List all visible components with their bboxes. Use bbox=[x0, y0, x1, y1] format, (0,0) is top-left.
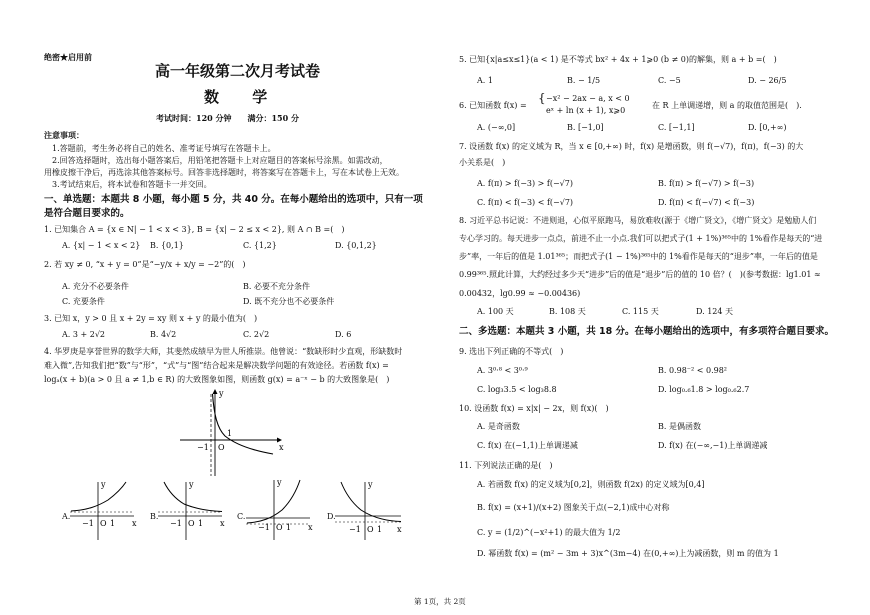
q6-case-2: eˣ + ln (x + 1), x⩾0 bbox=[546, 106, 626, 115]
q3-option-d: D. 6 bbox=[335, 330, 352, 339]
svg-text:−1: −1 bbox=[170, 519, 182, 528]
svg-text:y: y bbox=[101, 480, 106, 489]
q4-option-c-graph bbox=[244, 478, 314, 542]
q3-stem: 3. 已知 x，y > 0 且 x + 2y = xy 则 x + y 的最小值为( ) bbox=[44, 314, 258, 323]
q9-stem: 9. 选出下列正确的不等式( ) bbox=[459, 347, 564, 356]
exam-title: 高一年级第二次月考试卷 bbox=[155, 62, 321, 80]
exam-info: 考试时间：120 分钟 满分：150 分 bbox=[156, 113, 299, 123]
axis-x-label: x bbox=[279, 443, 284, 452]
svg-text:1: 1 bbox=[198, 519, 204, 528]
q5-option-b: B. − 1/5 bbox=[567, 76, 601, 85]
origin-label: O bbox=[218, 443, 225, 452]
section2-heading: 二、多选题：本题共 3 小题，共 18 分。在每小题给出的选项中，有多项符合题目要求。 bbox=[459, 326, 835, 337]
q11-option-d: D. 幂函数 f(x) = (m² − 3m + 3)x^(3m−4) 在(0,+∞)上为减函数，则 m 的值为 1 bbox=[477, 549, 779, 558]
q2-option-b: B. 必要不充分条件 bbox=[243, 282, 310, 291]
svg-text:1: 1 bbox=[377, 525, 383, 534]
svg-text:O: O bbox=[100, 519, 107, 528]
notice-item-2-cont: 用橡皮擦干净后，再选涂其他答案标号。回答非选择题时，将答案写在答题卡上，写在本试卷上无效。 bbox=[44, 168, 404, 177]
q9-option-a: A. 3⁰·⁸ < 3⁰·⁹ bbox=[477, 366, 528, 375]
q2-stem: 2. 若 xy ≠ 0, “x + y = 0”是“−y/x + x/y = −2”的( ) bbox=[44, 260, 246, 269]
q4-option-b-label: B. bbox=[150, 512, 159, 521]
section1-heading-cont: 是符合题目要求的。 bbox=[44, 208, 130, 219]
section1-heading: 一、单选题：本题共 8 小题，每小题 5 分，共 40 分。在每小题给出的选项中，只有一项 bbox=[44, 194, 423, 205]
q7-option-d: D. f(π) < f(−√7) < f(−3) bbox=[658, 198, 755, 207]
y-axis-arrow bbox=[213, 389, 218, 394]
q7-line-2: 小关系是( ) bbox=[459, 158, 506, 167]
q4-line-2: 难入微”,告知我们把“数”与“形”，“式”与“图”结合起来是解决数学问题的有效途径。若函数 f(x) = bbox=[44, 361, 389, 370]
secret-label: 绝密★启用前 bbox=[44, 52, 92, 62]
svg-text:x: x bbox=[220, 519, 225, 528]
svg-text:y: y bbox=[368, 480, 373, 489]
q8-line-4: 0.99³⁶⁵.照此计算，大约经过多少天“进步”后的值是“退步”后的值的 10 倍？( )(参考数据：lg1.01 ≈ bbox=[459, 270, 821, 279]
q6-stem-pre: 6. 已知函数 f(x) = bbox=[459, 101, 527, 110]
q11-option-a: A. 若函数 f(x) 的定义域为[0,2]，则函数 f(2x) 的定义域为[0,4] bbox=[477, 480, 705, 489]
svg-text:−1: −1 bbox=[258, 523, 270, 532]
x-axis-arrow bbox=[277, 438, 282, 443]
page-footer: 第 1页，共 2页 bbox=[414, 597, 466, 606]
q3-option-c: C. 2√2 bbox=[243, 330, 270, 339]
q8-option-b: B. 108 天 bbox=[549, 307, 586, 316]
q3-option-a: A. 3 + 2√2 bbox=[62, 330, 106, 339]
q4-line-3: logₐ(x + b)(a > 0 且 a ≠ 1,b ∈ R) 的大致图象如图，则函数 g(x) = a⁻ˣ − b 的大致图象是( ) bbox=[44, 375, 390, 384]
q5-stem: 5. 已知{x|a≤x≤1}(a < 1) 是不等式 bx² + 4x + 1⩾0 (b ≠ 0)的解集，则 a + b =( ) bbox=[459, 55, 777, 64]
svg-text:O: O bbox=[276, 523, 283, 532]
svg-text:−1: −1 bbox=[349, 525, 361, 534]
q4-option-b-graph bbox=[156, 480, 226, 542]
q3-option-b: B. 4√2 bbox=[150, 330, 177, 339]
svg-text:y: y bbox=[277, 478, 282, 487]
q7-line-1: 7. 设函数 f(x) 的定义域为 R，当 x ∈ [0,+∞) 时，f(x) 是增函数，则 f(−√7)，f(π)，f(−3) 的大 bbox=[459, 142, 804, 151]
svg-text:x: x bbox=[132, 519, 137, 528]
q10-option-c: C. f(x) 在(−1,1)上单调递减 bbox=[477, 441, 578, 450]
q8-line-1: 8. 习近平总书记说：不进则退，心似平原跑马，易放难收(源于《增广贤文》，《增广贤文》是勉励人们 bbox=[459, 216, 817, 225]
q9-option-b: B. 0.98⁻² < 0.98² bbox=[658, 366, 728, 375]
q2-option-d: D. 既不充分也不必要条件 bbox=[243, 297, 335, 306]
notice-item-1: 1.答题前，考生务必将自己的姓名、准考证号填写在答题卡上。 bbox=[52, 144, 276, 153]
q8-option-c: C. 115 天 bbox=[622, 307, 659, 316]
q1-stem: 1. 已知集合 A = {x ∈ N| − 1 < x < 3}, B = {x| − 2 ≤ x < 2}, 则 A ∩ B =( ) bbox=[44, 225, 345, 234]
notice-item-2: 2.回答选择题时，选出每小题答案后，用铅笔把答题卡上对应题目的答案标号涂黑。如需改动， bbox=[52, 156, 388, 165]
q1-option-d: D. {0,1,2} bbox=[335, 241, 377, 250]
q5-option-d: D. − 26/5 bbox=[748, 76, 787, 85]
q8-line-2: 专心学习的。每天进步一点点，前进不止一小点.我们可以把式子(1 + 1%)³⁶⁵中的 1%看作是每天的“进 bbox=[459, 234, 823, 243]
svg-text:−1: −1 bbox=[82, 519, 94, 528]
q11-stem: 11. 下列说法正确的是( ) bbox=[459, 461, 553, 470]
q5-option-c: C. −5 bbox=[658, 76, 681, 85]
q6-case-1: −x² − 2ax − a, x < 0 bbox=[546, 94, 630, 103]
q6-option-d: D. [0,+∞) bbox=[748, 123, 787, 132]
q8-option-d: D. 124 天 bbox=[696, 307, 734, 316]
notice-item-3: 3.考试结束后，将本试卷和答题卡一并交回。 bbox=[52, 180, 212, 189]
subject-title: 数 学 bbox=[204, 88, 282, 106]
q2-option-a: A. 充分不必要条件 bbox=[62, 282, 129, 291]
tick-1: 1 bbox=[227, 429, 233, 438]
q6-option-c: C. [−1,1] bbox=[658, 123, 695, 132]
svg-text:x: x bbox=[308, 523, 313, 532]
q6-brace: { bbox=[538, 91, 546, 105]
q1-option-c: C. {1,2} bbox=[243, 241, 277, 250]
q7-option-a: A. f(π) > f(−3) > f(−√7) bbox=[477, 179, 573, 188]
notice-heading: 注意事项： bbox=[44, 130, 84, 140]
q4-line-1: 4. 华罗庚是享誉世界的数学大师，其斐然成绩早为世人所推崇。他曾说：“数缺形时少直观，形缺数时 bbox=[44, 347, 403, 356]
q4-option-d-label: D. bbox=[327, 512, 336, 521]
q8-line-3: 步”率，一年后的值是 1.01³⁶⁵；而把式子(1 − 1%)³⁶⁵中的 1%看作是每天的“退步”率，一年后的值是 bbox=[459, 252, 818, 261]
svg-text:1: 1 bbox=[110, 519, 116, 528]
q4-option-a-graph bbox=[68, 480, 138, 542]
q4-option-a-label: A. bbox=[62, 512, 71, 521]
q4-option-c-label: C. bbox=[237, 512, 246, 521]
q11-option-b: B. f(x) = (x+1)/(x+2) 图象关于点(−2,1)成中心对称 bbox=[477, 503, 670, 512]
q10-stem: 10. 设函数 f(x) = x|x| − 2x，则 f(x)( ) bbox=[459, 404, 609, 413]
q7-option-b: B. f(π) > f(−√7) > f(−3) bbox=[658, 179, 755, 188]
svg-text:O: O bbox=[367, 525, 374, 534]
q9-option-c: C. log₃3.5 < log₃8.8 bbox=[477, 385, 557, 394]
q10-option-d: D. f(x) 在(−∞,−1)上单调递减 bbox=[658, 441, 768, 450]
svg-text:O: O bbox=[188, 519, 195, 528]
svg-text:x: x bbox=[397, 525, 402, 534]
q9-option-d: D. log₀.₆1.8 > log₀.₆2.7 bbox=[658, 385, 750, 394]
q6-option-b: B. [−1,0] bbox=[567, 123, 604, 132]
q8-line-5: 0.00432，lg0.99 ≈ −0.00436) bbox=[459, 289, 581, 298]
q10-option-a: A. 是奇函数 bbox=[477, 422, 520, 431]
q1-option-b: B. {0,1} bbox=[150, 241, 184, 250]
tick-neg1: −1 bbox=[197, 443, 209, 452]
q1-option-a: A. {x| − 1 < x < 2} bbox=[62, 241, 141, 250]
svg-text:1: 1 bbox=[286, 523, 292, 532]
svg-text:y: y bbox=[189, 480, 194, 489]
q10-option-b: B. 是偶函数 bbox=[658, 422, 701, 431]
q6-option-a: A. (−∞,0] bbox=[477, 123, 516, 132]
q4-main-graph bbox=[175, 388, 285, 478]
q4-option-d-graph bbox=[333, 480, 405, 542]
q8-option-a: A. 100 天 bbox=[477, 307, 514, 316]
q6-stem-post: 在 R 上单调递增，则 a 的取值范围是( ). bbox=[652, 101, 802, 110]
q2-option-c: C. 充要条件 bbox=[62, 297, 105, 306]
q5-option-a: A. 1 bbox=[477, 76, 493, 85]
q7-option-c: C. f(π) < f(−3) < f(−√7) bbox=[477, 198, 574, 207]
axis-y-label: y bbox=[219, 389, 224, 398]
q11-option-c: C. y = (1/2)^(−x²+1) 的最大值为 1/2 bbox=[477, 528, 621, 537]
